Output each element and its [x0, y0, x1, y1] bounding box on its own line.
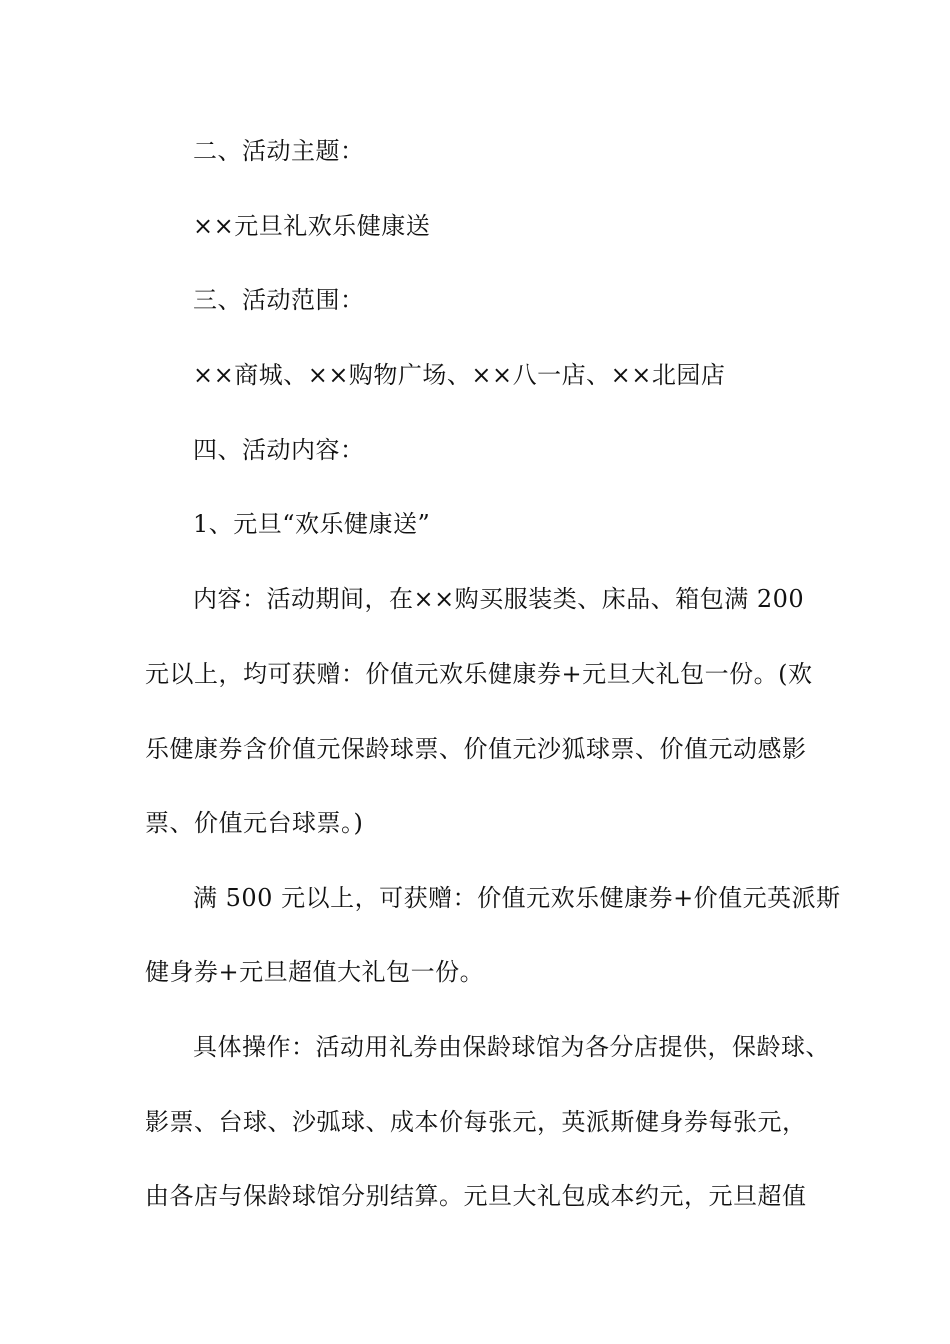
paragraph-line: 乐健康券含价值元保龄球票、价值元沙狐球票、价值元动感影 — [145, 735, 807, 763]
paragraph-line: 满 500 元以上，可获赠：价值元欢乐健康券+价值元英派斯 — [193, 884, 841, 912]
paragraph-line: 元以上，均可获赠：价值元欢乐健康券+元旦大礼包一份。(欢 — [145, 660, 813, 688]
theme-text: ××元旦礼欢乐健康送 — [193, 212, 431, 240]
section-heading-content: 四、活动内容： — [193, 436, 365, 464]
paragraph-line: 具体操作：活动用礼券由保龄球馆为各分店提供，保龄球、 — [193, 1033, 830, 1061]
paragraph-line: 影票、台球、沙弧球、成本价每张元，英派斯健身券每张元， — [145, 1108, 807, 1136]
paragraph-line: 健身券+元旦超值大礼包一份。 — [145, 958, 485, 986]
section-heading-theme: 二、活动主题： — [193, 137, 365, 165]
scope-text: ××商城、××购物广场、××八一店、××北园店 — [193, 361, 726, 389]
paragraph-line: 内容：活动期间，在××购买服装类、床品、箱包满 200 — [193, 585, 805, 613]
paragraph-line: 由各店与保龄球馆分别结算。元旦大礼包成本约元，元旦超值 — [145, 1182, 807, 1210]
section-heading-scope: 三、活动范围： — [193, 286, 365, 314]
paragraph-line: 票、价值元台球票。) — [145, 809, 364, 837]
subheading-happy-health: 1、元旦“欢乐健康送” — [193, 510, 431, 538]
